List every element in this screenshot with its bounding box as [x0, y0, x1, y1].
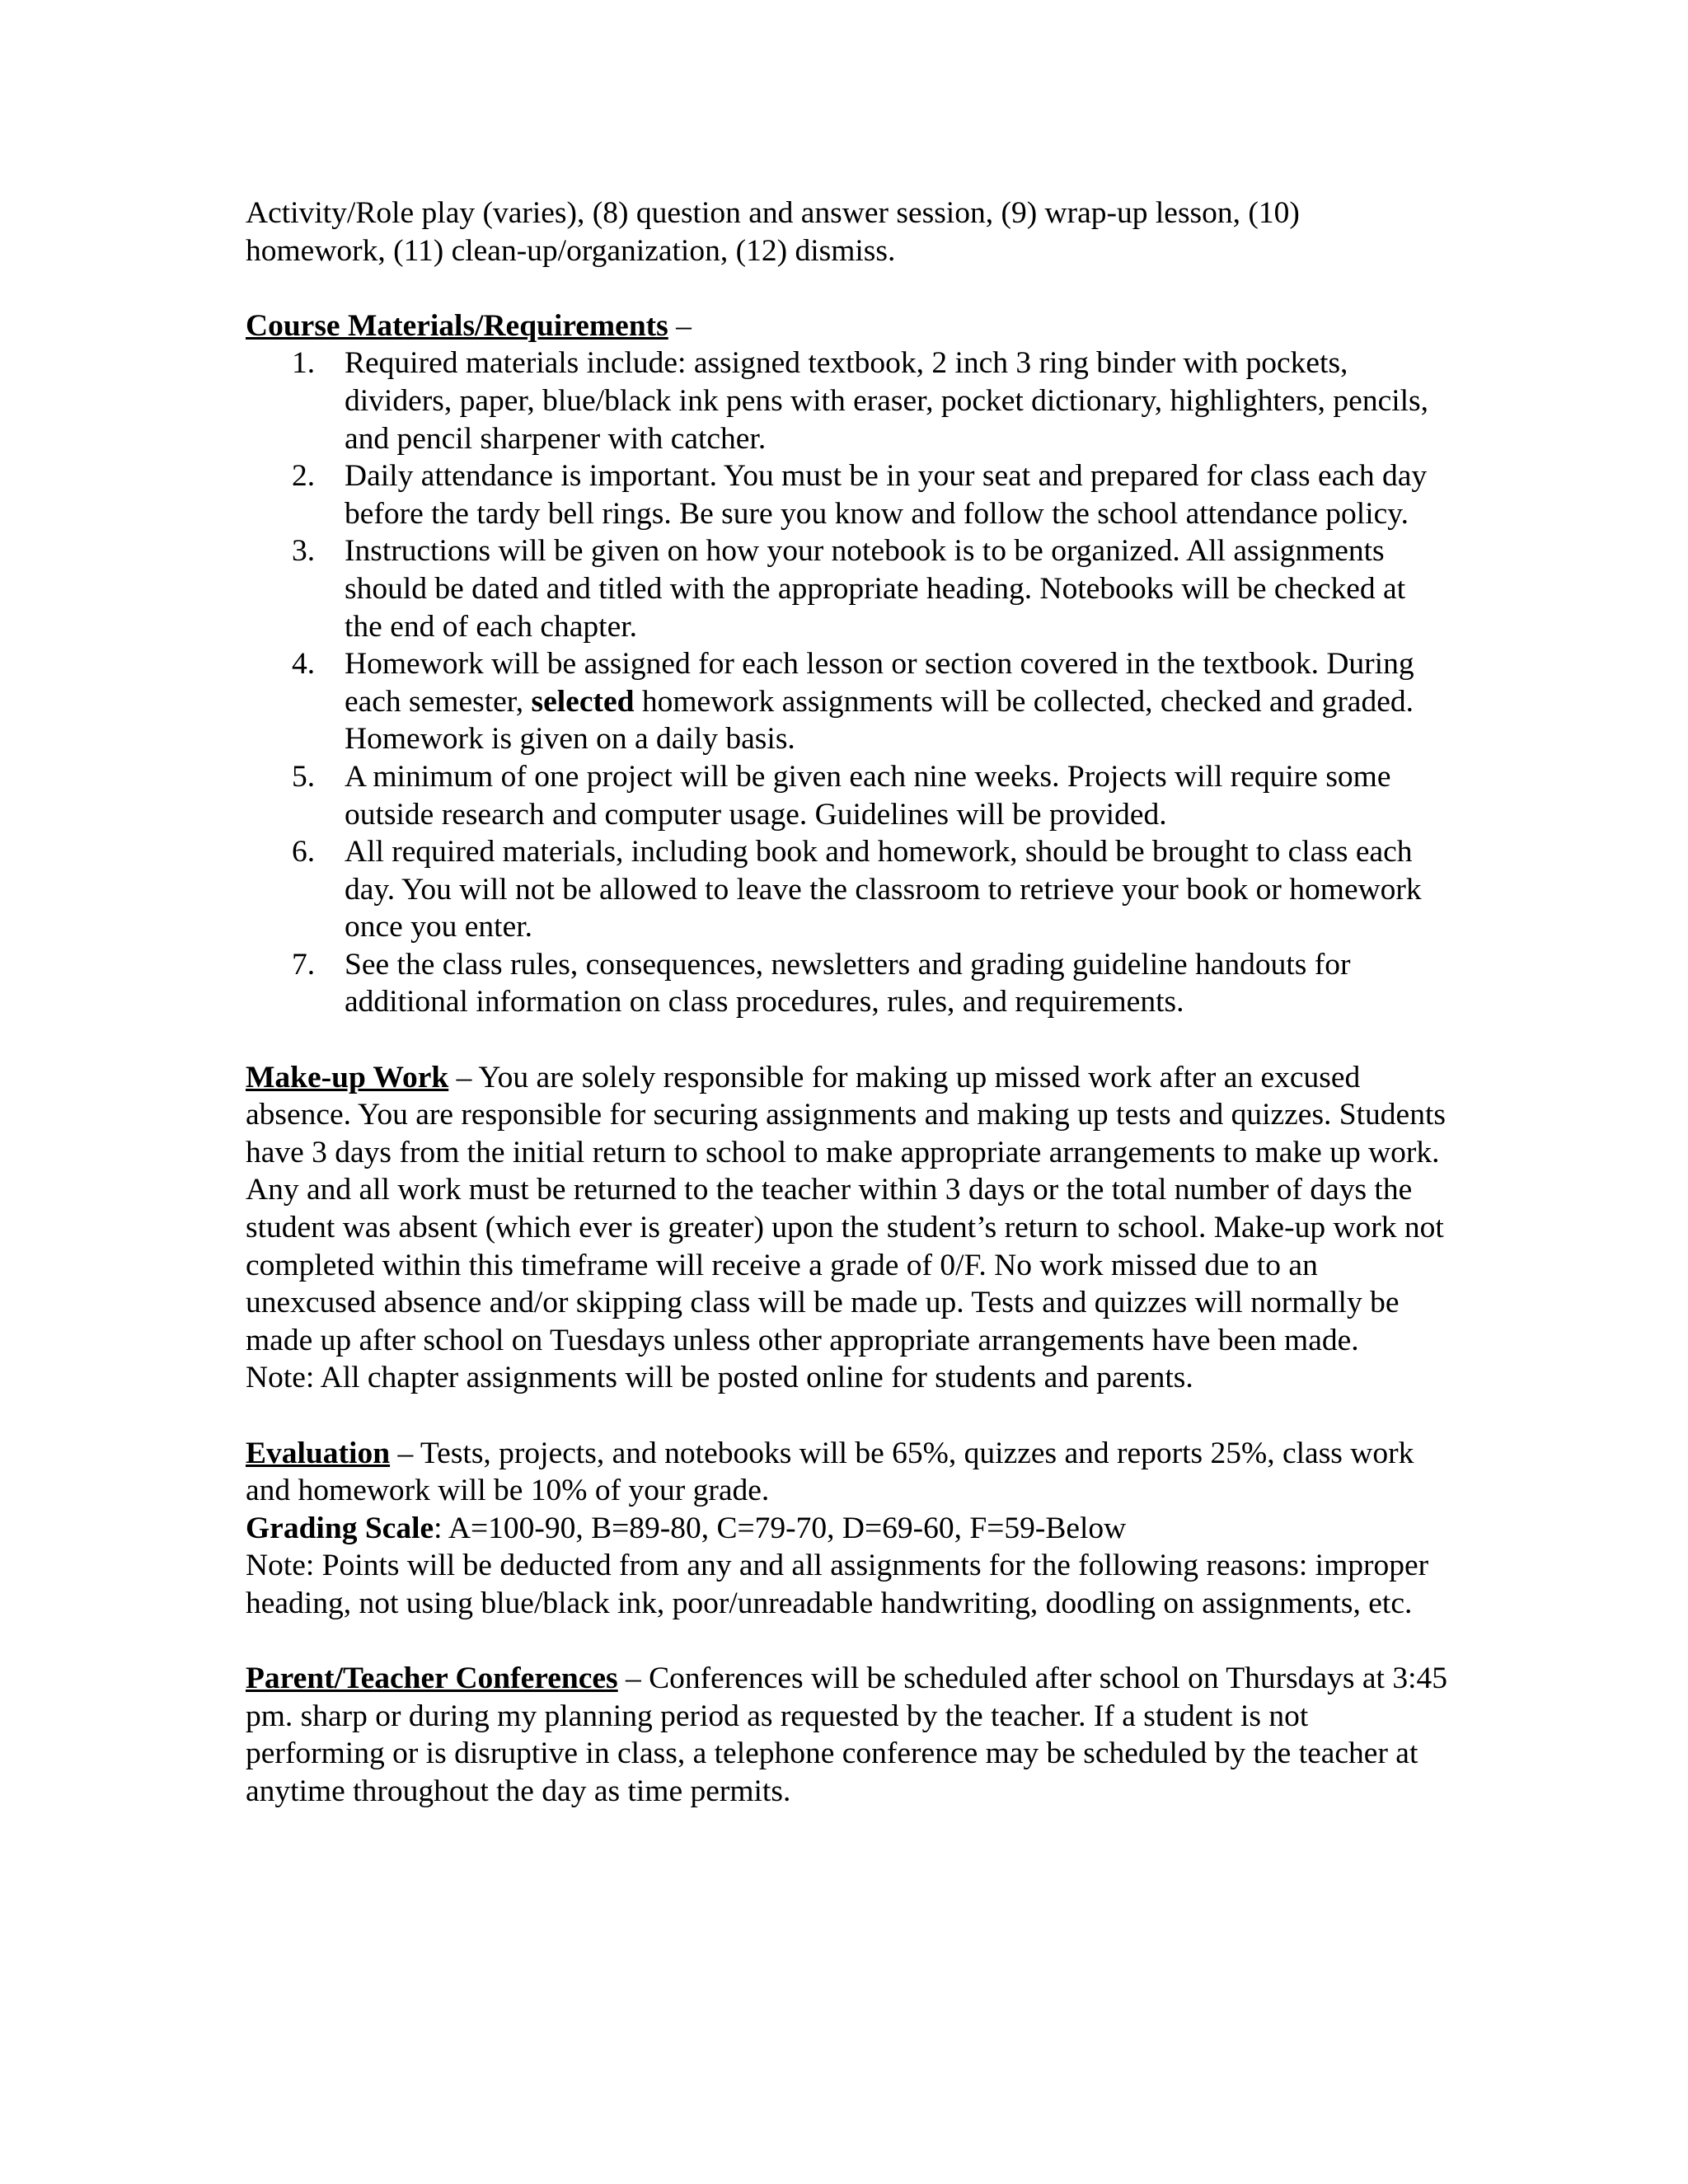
makeup-work-paragraph [246, 1059, 1449, 1360]
grading-scale-label: Grading Scale [246, 1511, 434, 1545]
list-item [246, 758, 1449, 833]
list-item-text: See the class rules, consequences, newsletters and grading guideline handouts for additional information on class procedures, rules, and requirements. [345, 947, 1351, 1019]
list-item-text: Daily attendance is important. You must be in your seat and prepared for class each day before the tardy bell rings. Be sure you know and follow the school attendance policy. [345, 459, 1428, 531]
makeup-work-note: Note: All chapter assignments will be posted online for students and parents. [246, 1361, 1193, 1395]
intro-line: Activity/Role play (varies), (8) question and answer session, (9) wrap-up lesson, (10) [246, 196, 1300, 230]
conferences-paragraph [246, 1660, 1449, 1810]
list-item-number: 3. [292, 534, 316, 569]
list-item-number: 4. [292, 647, 316, 682]
intro-paragraph [246, 194, 1449, 269]
list-item [246, 344, 1449, 457]
list-item-text: Required materials include: assigned textbook, 2 inch 3 ring binder with pockets, dividers, paper, blue/black ink pens with eraser, pocket dictionary, highlighters, pencils, and pencil sharpener with catcher. [345, 346, 1429, 456]
course-materials-heading-line [246, 307, 1449, 345]
list-item [246, 833, 1449, 946]
list-item-number: 1. [292, 346, 316, 381]
list-item [246, 457, 1449, 532]
list-item-text: Instructions will be given on how your notebook is to be organized. All assignments should be dated and titled with the appropriate heading. Notebooks will be checked at the end of each chapter. [345, 534, 1406, 644]
evaluation-note: Note: Points will be deducted from any and all assignments for the following reasons: improper heading, not using blue/black ink, poor/unreadable handwriting, doodling on assignments, etc. [246, 1549, 1429, 1620]
list-item-text: Homework will be assigned for each lesson or section covered in the textbook. During each semester, [345, 647, 1414, 719]
conferences-section [246, 1660, 1449, 1810]
list-item-emphasis: selected [531, 684, 635, 719]
course-materials-heading: Course Materials/Requirements [246, 308, 668, 343]
list-item [246, 946, 1449, 1021]
list-item [246, 645, 1449, 758]
intro-line: homework, (11) clean-up/organization, (12) dismiss. [246, 233, 896, 268]
evaluation-text: – Tests, projects, and notebooks will be 65%, quizzes and reports 25%, class work and homework will be 10% of your grade. [246, 1436, 1414, 1508]
makeup-work-heading: Make-up Work [246, 1060, 449, 1094]
document-page [246, 194, 1449, 1811]
evaluation-section [246, 1435, 1449, 1623]
list-item-text: All required materials, including book and homework, should be brought to class each day. You will not be allowed to leave the classroom to retrieve your book or homework once you enter. [345, 835, 1422, 944]
requirements-list [246, 344, 1449, 1021]
list-item [246, 532, 1449, 645]
makeup-work-section [246, 1059, 1449, 1397]
conferences-heading: Parent/Teacher Conferences [246, 1661, 618, 1696]
list-item-text: A minimum of one project will be given each nine weeks. Projects will require some outside research and computer usage. Guidelines will be provided. [345, 759, 1391, 832]
list-item-number: 5. [292, 759, 316, 794]
makeup-work-text: – You are solely responsible for making up missed work after an excused absence. You are responsible for securing assignments and making up tests and quizzes. Students have 3 days from the initial return to school to make appropriate arrangements to make up work. Any and all work must be returned to the teacher within 3 days or the total number of days the student was absent (which ever is greater) upon the student’s return to school. Make-up work not completed within this timeframe will receive a grade of 0/F. No work missed due to an unexcused absence and/or skipping class will be made up. Tests and quizzes will normally be made up after school on Tuesdays unless other appropriate arrangements have been made. [246, 1060, 1446, 1357]
list-item-number: 7. [292, 947, 316, 982]
grading-scale [246, 1510, 1449, 1548]
list-item-number: 6. [292, 835, 316, 869]
grading-scale-text: : A=100-90, B=89-80, C=79-70, D=69-60, F=59-Below [434, 1511, 1127, 1545]
evaluation-paragraph [246, 1435, 1449, 1510]
list-item-text: homework assignments will be collected, checked and graded. Homework is given on a daily basis. [345, 684, 1414, 757]
conferences-text: – Conferences will be scheduled after school on Thursdays at 3:45 pm. sharp or during my planning period as requested by the teacher. If a student is not performing or is disruptive in class, a telephone conference may be scheduled by the teacher at anytime throughout the day as time permits. [246, 1661, 1447, 1808]
heading-dash: – [668, 308, 692, 343]
evaluation-heading: Evaluation [246, 1436, 391, 1470]
course-materials-section [246, 307, 1449, 1021]
list-item-number: 2. [292, 459, 316, 494]
